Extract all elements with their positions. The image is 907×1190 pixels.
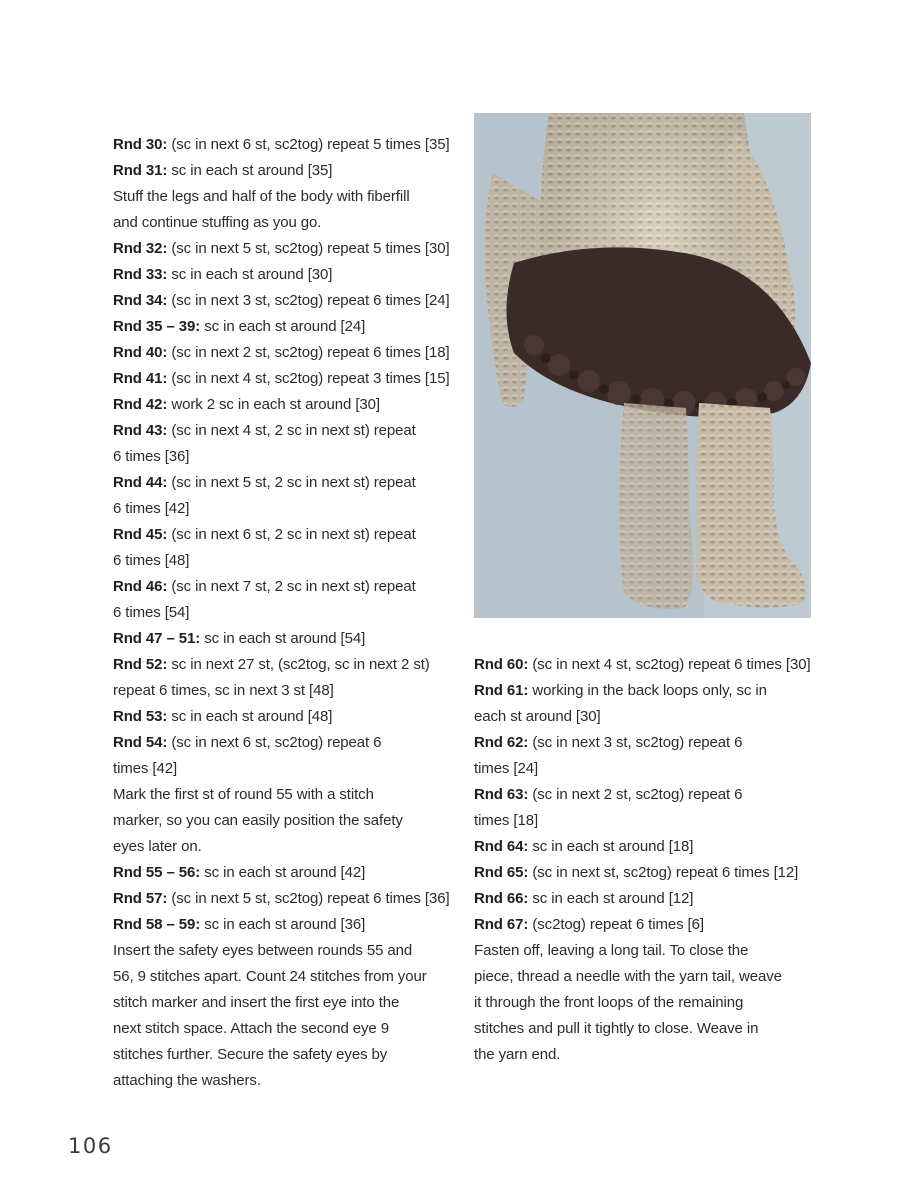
pattern-line <box>113 340 458 366</box>
instruction-text: (sc in next 4 st, 2 sc in next st) repeat <box>167 422 416 439</box>
round-label: Rnd 33: <box>113 266 168 283</box>
pattern-line <box>113 1016 458 1042</box>
round-label: Rnd 60: <box>474 656 529 673</box>
instruction-text: eyes later on. <box>113 838 202 855</box>
pattern-line <box>113 808 458 834</box>
instruction-text: sc in each st around [12] <box>528 890 694 907</box>
round-label: Rnd 43: <box>113 422 168 439</box>
instruction-text: sc in each st around [24] <box>200 318 366 335</box>
pattern-line <box>113 158 458 184</box>
instruction-text: sc in each st around [35] <box>167 162 333 179</box>
pattern-line <box>474 808 819 834</box>
pattern-line <box>113 756 458 782</box>
instruction-text: Mark the first st of round 55 with a stitch <box>113 786 374 803</box>
right-column <box>474 652 819 1068</box>
instruction-text: sc in each st around [36] <box>200 916 366 933</box>
pattern-line <box>113 730 458 756</box>
pattern-line <box>113 678 458 704</box>
round-label: Rnd 53: <box>113 708 168 725</box>
instruction-text: (sc in next 6 st, 2 sc in next st) repeat <box>167 526 416 543</box>
instruction-text: marker, so you can easily position the safety <box>113 812 403 829</box>
instruction-text: sc in next 27 st, (sc2tog, sc in next 2 st) <box>167 656 430 673</box>
instruction-text: (sc in next 5 st, 2 sc in next st) repeat <box>167 474 416 491</box>
round-label: Rnd 67: <box>474 916 529 933</box>
left-column <box>113 132 458 1094</box>
pattern-line <box>113 964 458 990</box>
instruction-text: (sc2tog) repeat 6 times [6] <box>528 916 704 933</box>
round-label: Rnd 30: <box>113 136 168 153</box>
pattern-line <box>474 704 819 730</box>
instruction-text: (sc in next 6 st, sc2tog) repeat 5 times [35] <box>167 136 450 153</box>
pattern-line <box>113 444 458 470</box>
instruction-text: stitch marker and insert the first eye into the <box>113 994 400 1011</box>
instruction-text: sc in each st around [54] <box>200 630 366 647</box>
pattern-line <box>113 496 458 522</box>
pattern-line <box>113 522 458 548</box>
instruction-text: each st around [30] <box>474 708 601 725</box>
instruction-text: times [24] <box>474 760 539 777</box>
instruction-text: the yarn end. <box>474 1046 561 1063</box>
round-label: Rnd 65: <box>474 864 529 881</box>
instruction-text: Stuff the legs and half of the body with fiberfill <box>113 188 410 205</box>
pattern-line <box>113 366 458 392</box>
instruction-text: and continue stuffing as you go. <box>113 214 322 231</box>
instruction-text: Insert the safety eyes between rounds 55 and <box>113 942 413 959</box>
round-label: Rnd 41: <box>113 370 168 387</box>
instruction-text: (sc in next 4 st, sc2tog) repeat 6 times [30] <box>528 656 811 673</box>
pattern-line <box>113 860 458 886</box>
instruction-text: 56, 9 stitches apart. Count 24 stitches from your <box>113 968 427 985</box>
pattern-line <box>474 678 819 704</box>
pattern-line <box>113 938 458 964</box>
pattern-line <box>113 704 458 730</box>
pattern-line <box>474 834 819 860</box>
pattern-line <box>113 990 458 1016</box>
round-label: Rnd 58 – 59: <box>113 916 201 933</box>
crochet-doll-illustration <box>474 113 811 618</box>
round-label: Rnd 54: <box>113 734 168 751</box>
round-label: Rnd 45: <box>113 526 168 543</box>
round-label: Rnd 47 – 51: <box>113 630 201 647</box>
pattern-line <box>113 782 458 808</box>
round-label: Rnd 64: <box>474 838 529 855</box>
instruction-text: working in the back loops only, sc in <box>528 682 767 699</box>
round-label: Rnd 66: <box>474 890 529 907</box>
instruction-text: stitches and pull it tightly to close. Weave in <box>474 1020 759 1037</box>
instruction-text: (sc in next st, sc2tog) repeat 6 times [12] <box>528 864 799 881</box>
round-label: Rnd 62: <box>474 734 529 751</box>
instruction-text: (sc in next 5 st, sc2tog) repeat 5 times [30] <box>167 240 450 257</box>
pattern-line <box>474 886 819 912</box>
pattern-line <box>113 548 458 574</box>
instruction-text: sc in each st around [18] <box>528 838 694 855</box>
pattern-line <box>113 132 458 158</box>
pattern-line <box>474 730 819 756</box>
pattern-line <box>113 392 458 418</box>
instruction-text: (sc in next 7 st, 2 sc in next st) repeat <box>167 578 416 595</box>
instruction-text: sc in each st around [48] <box>167 708 333 725</box>
pattern-line <box>113 470 458 496</box>
pattern-line <box>113 314 458 340</box>
pattern-line <box>474 1042 819 1068</box>
pattern-line <box>113 1042 458 1068</box>
round-label: Rnd 46: <box>113 578 168 595</box>
instruction-text: repeat 6 times, sc in next 3 st [48] <box>113 682 334 699</box>
pattern-line <box>113 912 458 938</box>
instruction-text: (sc in next 2 st, sc2tog) repeat 6 <box>528 786 743 803</box>
pattern-line <box>474 782 819 808</box>
pattern-line <box>474 652 819 678</box>
page-number: 106 <box>68 1134 113 1158</box>
round-label: Rnd 63: <box>474 786 529 803</box>
instruction-text: 6 times [42] <box>113 500 190 517</box>
round-label: Rnd 57: <box>113 890 168 907</box>
instruction-text: stitches further. Secure the safety eyes by <box>113 1046 388 1063</box>
round-label: Rnd 44: <box>113 474 168 491</box>
round-label: Rnd 55 – 56: <box>113 864 201 881</box>
instruction-text: (sc in next 3 st, sc2tog) repeat 6 times [24] <box>167 292 450 309</box>
pattern-line <box>474 1016 819 1042</box>
instruction-text: sc in each st around [42] <box>200 864 366 881</box>
pattern-line <box>113 288 458 314</box>
pattern-line <box>474 938 819 964</box>
instruction-text: times [42] <box>113 760 178 777</box>
round-label: Rnd 32: <box>113 240 168 257</box>
instruction-text: 6 times [36] <box>113 448 190 465</box>
round-label: Rnd 40: <box>113 344 168 361</box>
pattern-line <box>113 626 458 652</box>
instruction-text: (sc in next 6 st, sc2tog) repeat 6 <box>167 734 382 751</box>
instruction-text: 6 times [54] <box>113 604 190 621</box>
pattern-line <box>113 886 458 912</box>
instruction-text: sc in each st around [30] <box>167 266 333 283</box>
instruction-text: (sc in next 3 st, sc2tog) repeat 6 <box>528 734 743 751</box>
pattern-line <box>113 236 458 262</box>
pattern-line <box>113 262 458 288</box>
round-label: Rnd 52: <box>113 656 168 673</box>
pattern-line <box>113 210 458 236</box>
pattern-line <box>113 834 458 860</box>
instruction-text: (sc in next 2 st, sc2tog) repeat 6 times [18] <box>167 344 450 361</box>
instruction-text: (sc in next 4 st, sc2tog) repeat 3 times [15] <box>167 370 450 387</box>
instruction-text: piece, thread a needle with the yarn tail, weave <box>474 968 782 985</box>
pattern-line <box>474 860 819 886</box>
round-label: Rnd 31: <box>113 162 168 179</box>
instruction-text: attaching the washers. <box>113 1072 261 1089</box>
pattern-line <box>113 418 458 444</box>
pattern-line <box>113 600 458 626</box>
round-label: Rnd 34: <box>113 292 168 309</box>
pattern-line <box>113 1068 458 1094</box>
amigurumi-photo <box>474 113 811 618</box>
instruction-text: work 2 sc in each st around [30] <box>167 396 380 413</box>
instruction-text: next stitch space. Attach the second eye 9 <box>113 1020 389 1037</box>
pattern-line <box>113 574 458 600</box>
pattern-line <box>474 912 819 938</box>
pattern-line <box>474 990 819 1016</box>
instruction-text: 6 times [48] <box>113 552 190 569</box>
pattern-line <box>474 756 819 782</box>
pattern-line <box>474 964 819 990</box>
round-label: Rnd 42: <box>113 396 168 413</box>
pattern-line <box>113 184 458 210</box>
instruction-text: times [18] <box>474 812 539 829</box>
instruction-text: it through the front loops of the remaining <box>474 994 744 1011</box>
round-label: Rnd 35 – 39: <box>113 318 201 335</box>
instruction-text: Fasten off, leaving a long tail. To close the <box>474 942 749 959</box>
pattern-line <box>113 652 458 678</box>
instruction-text: (sc in next 5 st, sc2tog) repeat 6 times [36] <box>167 890 450 907</box>
round-label: Rnd 61: <box>474 682 529 699</box>
